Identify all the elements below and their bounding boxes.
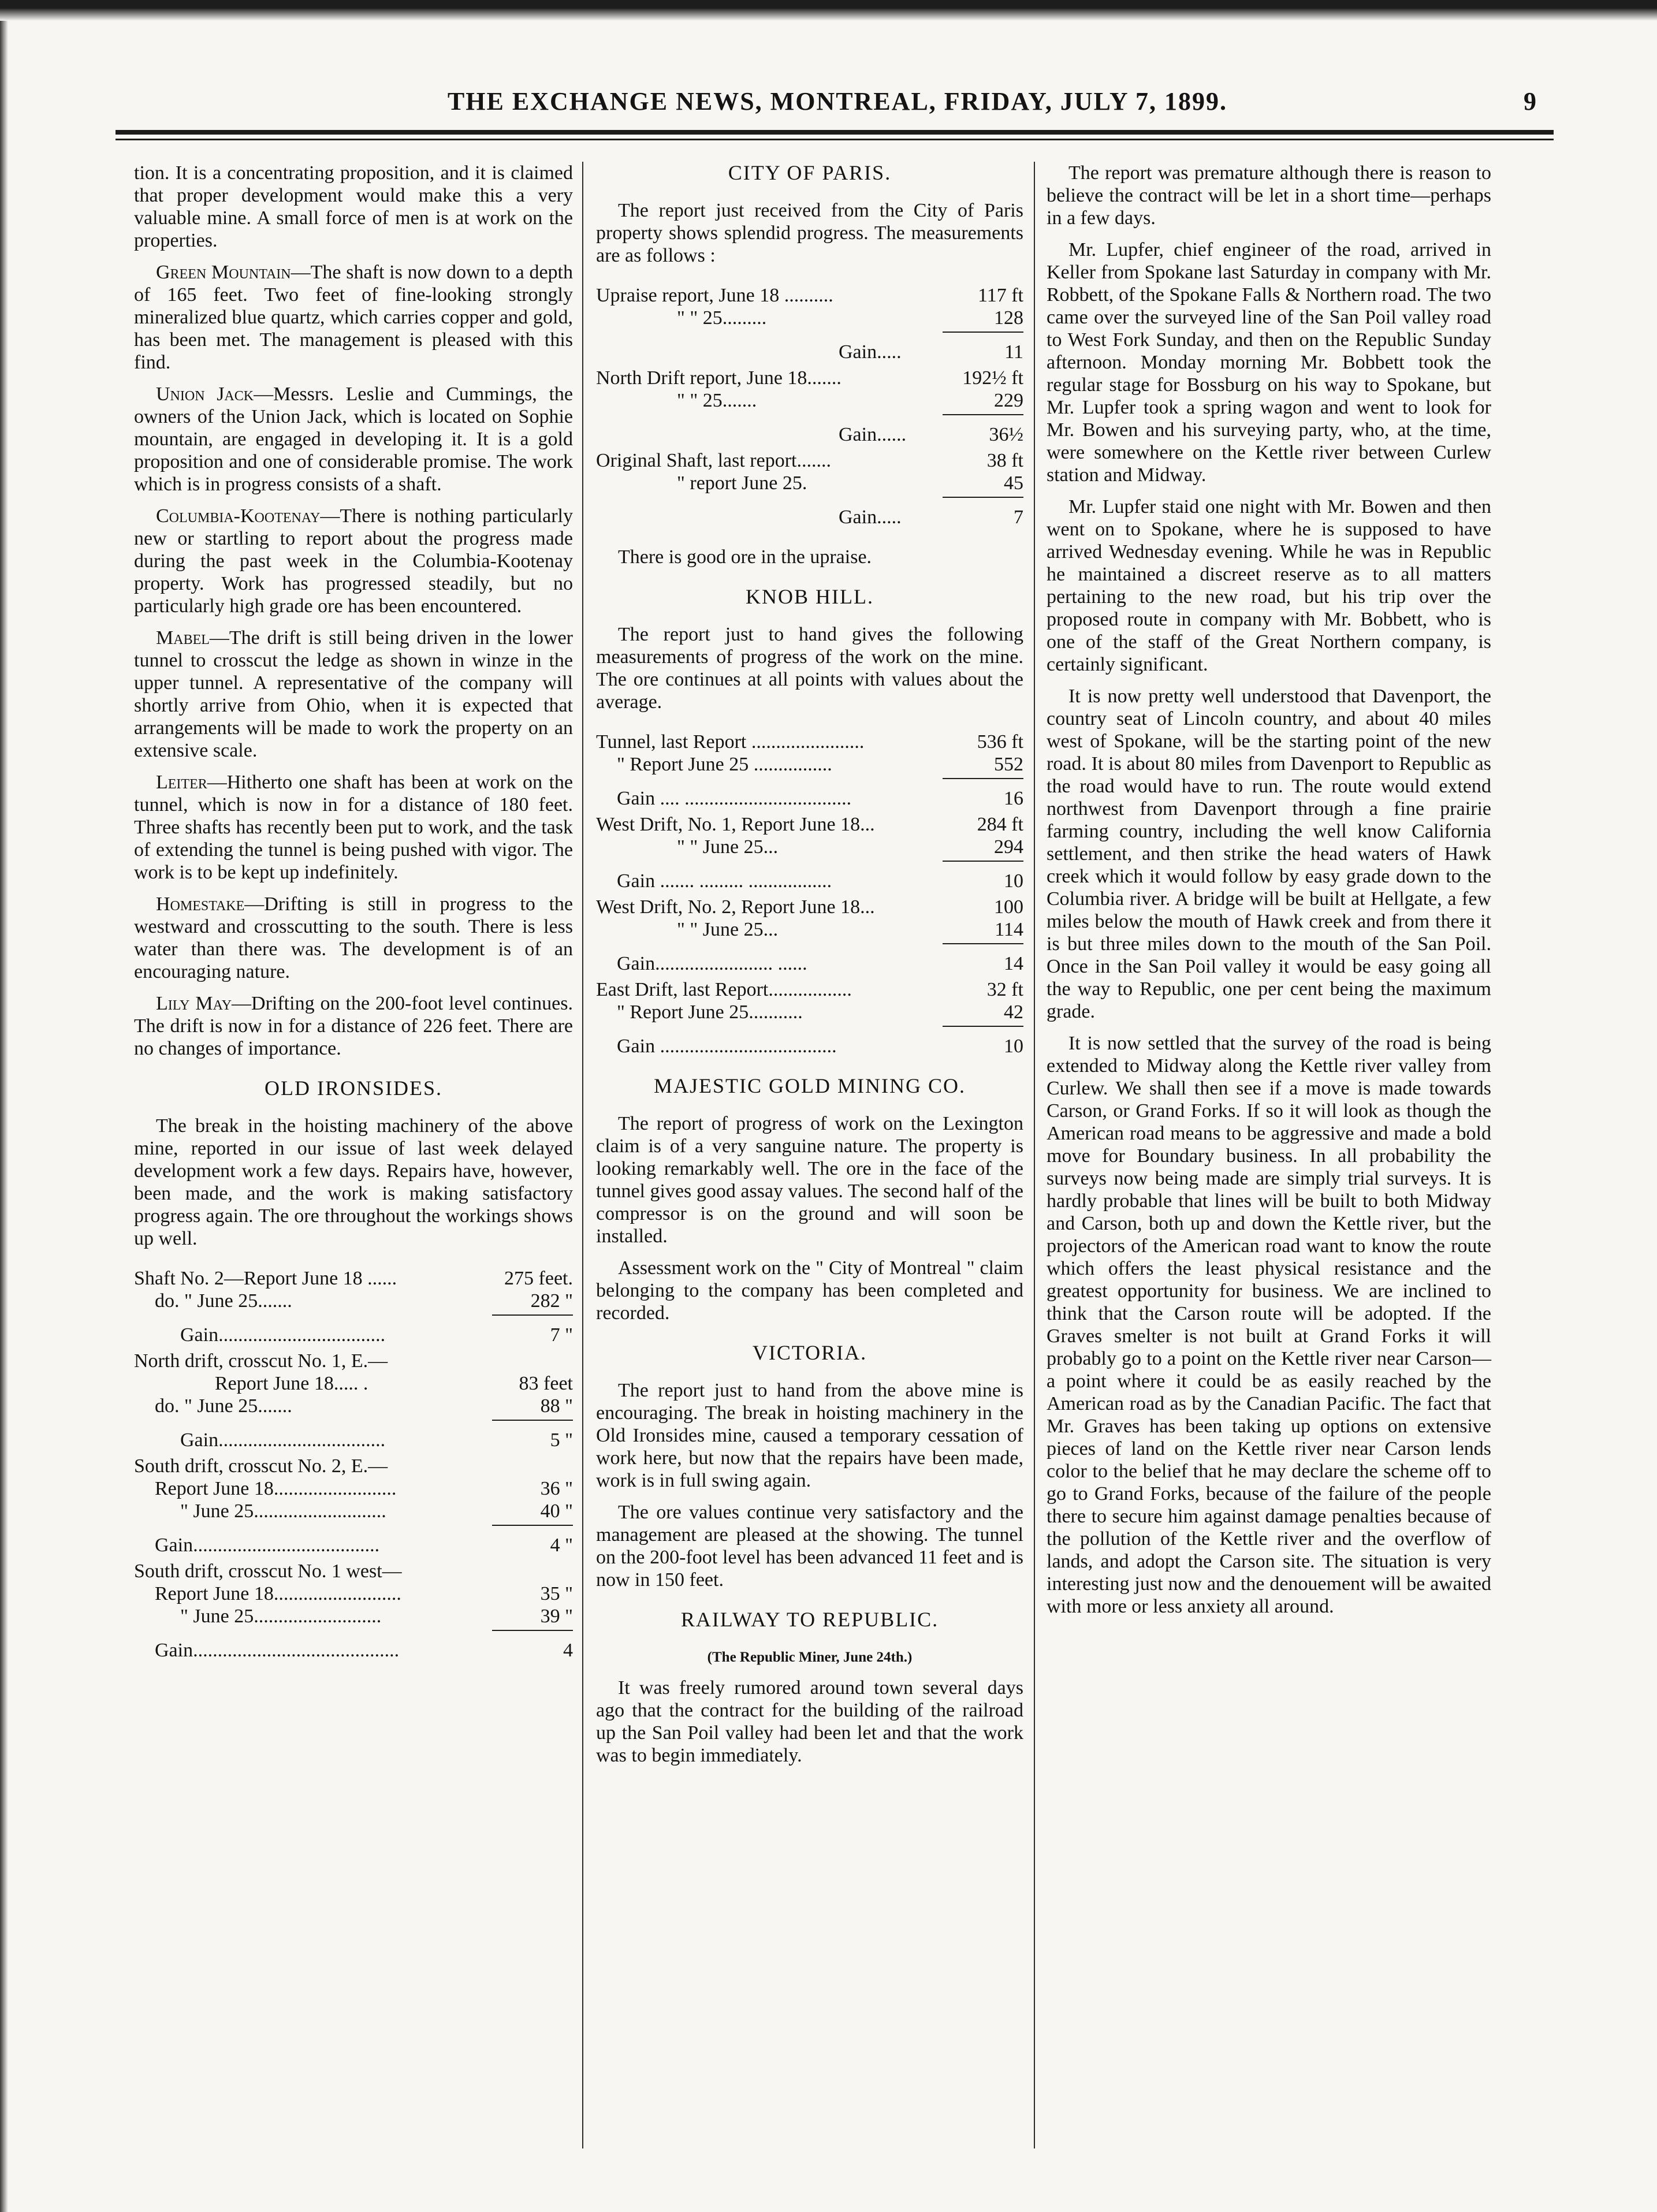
row-label: do. " June 25.......: [155, 1395, 292, 1417]
row-value: 4: [563, 1640, 573, 1661]
mine-name: Lily May: [156, 993, 232, 1014]
table-row: [596, 813, 1023, 836]
section-heading: OLD IRONSIDES.: [264, 1077, 442, 1100]
table-row: [596, 870, 1023, 892]
table-row: [596, 836, 1023, 858]
row-value: 114: [995, 919, 1023, 940]
page-header: [139, 69, 1536, 139]
row-value: 552: [994, 754, 1023, 775]
row-label: " Report June 25 ................: [617, 754, 832, 775]
measurement-table: [596, 731, 1023, 1057]
row-value: 88 ": [540, 1395, 573, 1417]
table-row: [596, 423, 1023, 446]
sum-rule: [492, 1420, 573, 1421]
table-row: [134, 1582, 573, 1605]
mine-report: [134, 505, 573, 617]
row-value: 117 ft: [977, 285, 1023, 306]
table-row: [134, 1605, 573, 1628]
row-label: " " 25.......: [677, 390, 757, 411]
table-row: [596, 284, 1023, 307]
row-label: Gain ....................................: [617, 1036, 837, 1057]
table-row: [596, 472, 1023, 494]
row-value: 42: [1004, 1001, 1023, 1023]
row-label: " " 25.........: [677, 307, 767, 329]
table-row: [134, 1324, 573, 1346]
table-row: [134, 1560, 573, 1582]
table-row: [134, 1639, 573, 1662]
column-3: [1047, 162, 1491, 1627]
row-value: 7: [1014, 507, 1023, 528]
measurement-table: [134, 1267, 573, 1662]
mine-name: Leiter: [156, 772, 207, 793]
row-label: North drift, crosscut No. 1, E.—: [134, 1350, 388, 1372]
row-label: South drift, crosscut No. 1 west—: [134, 1561, 402, 1582]
row-value: 39 ": [540, 1606, 573, 1627]
table-row: [596, 1001, 1023, 1023]
row-label: Gain..................................: [180, 1324, 386, 1346]
section-heading: RAILWAY TO REPUBLIC.: [680, 1608, 939, 1631]
table-row: [134, 1455, 573, 1477]
table-row: [596, 506, 1023, 528]
mine-report: [134, 383, 573, 496]
row-label: Report June 18.........................: [155, 1478, 397, 1499]
newspaper-masthead: THE EXCHANGE NEWS, MONTREAL, FRIDAY, JULY 7, 1899.: [447, 87, 1228, 116]
row-value: 14: [1004, 953, 1023, 974]
section-heading: CITY OF PARIS.: [728, 161, 892, 184]
mine-report-text: —The drift is still being driven in the lower tunnel to crosscut the ledge as shown in winze in the upper tunnel. A representative of the company will shortly arrive from Ohio, when it is expected that arrangements will be made to work the property on an extensive scale.: [134, 627, 573, 761]
row-label: " " June 25...: [677, 836, 779, 858]
table-row: [596, 952, 1023, 975]
column-divider: [582, 162, 583, 2148]
row-label: do. " June 25.......: [155, 1290, 292, 1312]
table-row: [596, 918, 1023, 941]
article-paragraph: It was freely rumored around town several days ago that the contract for the building of the railroad up the San Poil valley had been let and that the work was to begin immediately.: [596, 1677, 1023, 1766]
table-row: [596, 978, 1023, 1001]
sum-rule: [943, 861, 1023, 862]
table-row: [134, 1534, 573, 1556]
section-heading: KNOB HILL.: [746, 585, 874, 608]
row-value: 536 ft: [977, 731, 1023, 753]
article-paragraph: The report just to hand from the above mine is encouraging. The break in hoisting machinery in the Old Ironsides mine, caused a temporary cessation of work here, but now that the repairs have been made, work is in full swing again.: [596, 1380, 1023, 1491]
table-row: [596, 753, 1023, 776]
sum-rule: [492, 1525, 573, 1526]
row-value: 83 feet: [519, 1373, 573, 1394]
row-value: 40 ": [540, 1500, 573, 1522]
column-1: [134, 162, 573, 1679]
row-value: 100: [994, 896, 1023, 918]
row-label: Gain......: [839, 424, 907, 445]
sum-rule: [943, 778, 1023, 779]
source-credit: (The Republic Miner, June 24th.): [707, 1649, 913, 1665]
article-paragraph: The ore values continue very satisfactory and the management are pleased at the showing. The tunnel on the 200-foot level has been advanced 11 feet and is now in 150 feet.: [596, 1502, 1023, 1591]
article-paragraph: The report just received from the City of Paris property shows splendid progress. The measurements are as follows :: [596, 200, 1023, 266]
row-value: 10: [1004, 870, 1023, 892]
row-value: 284 ft: [977, 814, 1023, 835]
article-paragraph: It is now settled that the survey of the road is being extended to Midway along the Kettle river valley from Curlew. We shall then see if a move is made towards Carson, or Grand Forks. If so it will look as though the American road means to be aggressive and made a bold move for Boundary business. In all probability the surveys now being made are simply trial surveys. It is hardly probable that lines will be built to both Midway and Carson, both up and down the Kettle river, but the projectors of the American road want to know the route which offers the least physical resistance and the greatest opportunity for business. We are inclined to think that the Carson route will be adopted. If the Graves smelter is not built at Grand Forks it will probably go to a point on the Kettle river near Carson—a point where it could be as easily reached by the American road as by the Canadian Pacific. The fact that Mr. Graves has been taking up options on extensive pieces of land on the Kettle river near Carson lends color to the belief that he may declare the scheme off to go to Grand Forks, because of the failure of the people there to secure him against damage penalties because of the pollution of the Kettle river and the overflow of lands, and adopt the Carson site. The situation is very interesting just now and the denouement will be awaited with more or less anxiety all around.: [1047, 1033, 1491, 1617]
table-row: [134, 1500, 573, 1522]
row-label: Gain.....: [839, 341, 902, 363]
row-label: " June 25...........................: [180, 1500, 386, 1522]
row-value: 192½ ft: [962, 367, 1023, 389]
table-row: [596, 389, 1023, 412]
page-number: 9: [1524, 87, 1536, 116]
row-value: 128: [994, 307, 1023, 329]
row-value: 275 feet.: [504, 1268, 573, 1289]
row-label: Gain.....: [839, 507, 902, 528]
column-2: [596, 162, 1023, 1776]
table-row: [134, 1395, 573, 1417]
article-paragraph: There is good ore in the upraise.: [618, 546, 872, 568]
table-row: [596, 307, 1023, 329]
row-label: Gain......................................: [155, 1535, 380, 1556]
sum-rule: [943, 1026, 1023, 1027]
table-row: [596, 787, 1023, 810]
sum-rule: [943, 943, 1023, 944]
sum-rule: [943, 332, 1023, 333]
section-heading: MAJESTIC GOLD MINING CO.: [654, 1074, 966, 1097]
article-paragraph: tion. It is a concentrating proposition, and it is claimed that proper development would make this a very valuable mine. A small force of men is at work on the properties.: [134, 162, 573, 251]
article-paragraph: Mr. Lupfer, chief engineer of the road, arrived in Keller from Spokane last Saturday in company with Mr. Robbett, of the Spokane Falls & Northern road. The two came over the surveyed line of the San Poil valley road to West Fork Sunday, and then on the Republic Sunday afternoon. Monday morning Mr. Bobbett took the regular stage for Bossburg on his way to Spokane, but Mr. Lupfer took a spring wagon and went to look for Mr. Bowen and his surveying party, who, at the time, were somewhere on the Kettle river between Curlew station and Midway.: [1047, 239, 1491, 486]
row-value: 11: [1004, 341, 1023, 363]
row-value: 32 ft: [986, 979, 1023, 1000]
mine-name: Homestake: [156, 893, 245, 915]
section-heading: VICTORIA.: [752, 1341, 867, 1364]
mine-report-text: —Drifting on the 200-foot level continues. The drift is now in for a distance of 226 feet. There are no changes of importance.: [134, 993, 573, 1059]
page-edge-shadow: [0, 0, 8, 2212]
row-label: Report June 18..........................: [155, 1583, 401, 1604]
top-border: [0, 0, 1657, 21]
row-label: Shaft No. 2—Report June 18 ......: [134, 1268, 397, 1289]
row-label: " June 25..........................: [180, 1606, 382, 1627]
row-label: North Drift report, June 18.......: [596, 367, 841, 389]
sum-rule: [943, 497, 1023, 498]
row-label: Original Shaft, last report.......: [596, 450, 831, 471]
row-label: Gain..........................................: [155, 1640, 400, 1661]
row-value: 36 ": [540, 1478, 573, 1499]
article-paragraph: Assessment work on the " City of Montreal " claim belonging to the company has been completed and recorded.: [596, 1257, 1023, 1324]
table-row: [596, 1035, 1023, 1057]
row-label: Upraise report, June 18 ..........: [596, 285, 833, 306]
row-label: Gain ....... ......... .................: [617, 870, 832, 892]
mine-report-text: —The shaft is now down to a depth of 165 feet. Two feet of fine-looking strongly mineralized blue quartz, which carries copper and gold, has been met. The management is pleased with this find.: [134, 262, 574, 373]
table-row: [134, 1372, 573, 1395]
row-label: Report June 18..... .: [215, 1373, 368, 1394]
mine-report-text: —There is nothing particularly new or startling to report about the progress made during the past week in the Columbia-Kootenay property. Work has progressed steadily, but no particularly high grade ore has been encountered.: [134, 505, 573, 617]
article-paragraph: The report just to hand gives the following measurements of progress of the work on the mine. The ore continues at all points with values about the average.: [596, 624, 1023, 713]
measurement-table: [596, 284, 1023, 528]
sum-rule: [492, 1630, 573, 1631]
row-value: 35 ": [540, 1583, 573, 1604]
table-row: [596, 367, 1023, 389]
mine-report: [134, 893, 573, 983]
table-row: [596, 449, 1023, 472]
article-paragraph: The break in the hoisting machinery of the above mine, reported in our issue of last week delayed development work a few days. Repairs have, however, been made, and the work is making satisfactory progress again. The ore throughout the workings shows up well.: [134, 1115, 573, 1249]
row-label: Gain .... ..................................: [617, 788, 852, 809]
column-divider: [1034, 162, 1035, 2148]
table-row: [134, 1267, 573, 1290]
row-value: 38 ft: [986, 450, 1023, 471]
row-label: " report June 25.: [677, 472, 807, 494]
row-label: Gain..................................: [180, 1429, 386, 1451]
row-label: Gain........................ ......: [617, 953, 807, 974]
row-value: 5 ": [550, 1429, 573, 1451]
mine-report: [134, 992, 573, 1060]
row-value: 4 ": [550, 1535, 573, 1556]
table-row: [134, 1429, 573, 1451]
row-label: West Drift, No. 2, Report June 18...: [596, 896, 875, 918]
mine-report-text: —Drifting is still in progress to the westward and crosscutting to the south. There is less water than there was. The development is of an encouraging nature.: [134, 893, 573, 982]
mine-name: Columbia-Kootenay: [156, 505, 321, 527]
mine-name: Union Jack: [156, 383, 254, 405]
table-row: [134, 1350, 573, 1372]
mine-report-text: —Messrs. Leslie and Cummings, the owners of the Union Jack, which is located on Sophie mountain, are engaged in developing it. It is a gold proposition and one of considerable promise. The work which is in progress consists of a shaft.: [134, 383, 573, 495]
table-row: [134, 1290, 573, 1312]
header-rule-thin: [116, 139, 1554, 140]
mine-name: Green Mountain: [156, 262, 291, 283]
row-value: 36½: [989, 424, 1023, 445]
mine-report: [134, 261, 573, 374]
row-label: East Drift, last Report.................: [596, 979, 852, 1000]
article-paragraph: It is now pretty well understood that Davenport, the country seat of Lincoln country, and about 40 miles west of Spokane, will be the starting point of the new road. It is about 80 miles from Davenport to Republic as the road would have to run. The route would extend northwest from Davenport through a fine prairie farming country, including the well know California settlement, and then strike the head waters of Hawk creek which it would follow by easy grade down to the Columbia river. A bridge will be built at Hellgate, a few miles below the mouth of Hawk creek and from there it is but three miles down to the mouth of the San Poil. Once in the San Poil valley it would be easy going all the way to Republic, one per cent being the maximum grade.: [1047, 686, 1491, 1022]
row-value: 229: [994, 390, 1023, 411]
row-label: " " June 25...: [677, 919, 779, 940]
article-paragraph: The report of progress of work on the Lexington claim is of a very sanguine nature. The property is looking remarkably well. The ore in the face of the tunnel gives good assay values. The second half of the compressor is on the ground and will soon be installed.: [596, 1113, 1023, 1247]
mine-name: Mabel: [156, 627, 210, 649]
article-paragraph: Mr. Lupfer staid one night with Mr. Bowen and then went on to Spokane, where he is supposed to have arrived Wednesday evening. While he was in Republic he maintained a discreet reserve as to all matters pertaining to the new road, but his trip over the proposed route in company with Mr. Bobbett, who is one of the staff of the Great Northern company, is certainly significant.: [1047, 496, 1491, 675]
row-label: West Drift, No. 1, Report June 18...: [596, 814, 875, 835]
row-value: 282 ": [530, 1290, 573, 1312]
article-paragraph: The report was premature although there is reason to believe the contract will be let in a short time—perhaps in a few days.: [1047, 162, 1491, 229]
table-row: [134, 1477, 573, 1500]
mine-report: [134, 771, 573, 884]
row-value: 7 ": [550, 1324, 573, 1346]
table-row: [596, 731, 1023, 753]
row-value: 10: [1004, 1036, 1023, 1057]
header-rule-thick: [116, 130, 1554, 135]
row-label: Tunnel, last Report .......................: [596, 731, 865, 753]
sum-rule: [492, 1314, 573, 1316]
row-value: 45: [1004, 472, 1023, 494]
table-row: [596, 341, 1023, 363]
row-label: South drift, crosscut No. 2, E.—: [134, 1455, 388, 1477]
sum-rule: [943, 414, 1023, 415]
table-row: [596, 896, 1023, 918]
mine-report-text: —Hitherto one shaft has been at work on the tunnel, which is now in for a distance of 180 feet. Three shafts has recently been put to work, and the task of extending the tunnel is being pushed with vigor. The work is to be kept up indefinitely.: [134, 772, 573, 883]
row-value: 16: [1004, 788, 1023, 809]
mine-report: [134, 627, 573, 762]
row-value: 294: [994, 836, 1023, 858]
row-label: " Report June 25...........: [617, 1001, 803, 1023]
